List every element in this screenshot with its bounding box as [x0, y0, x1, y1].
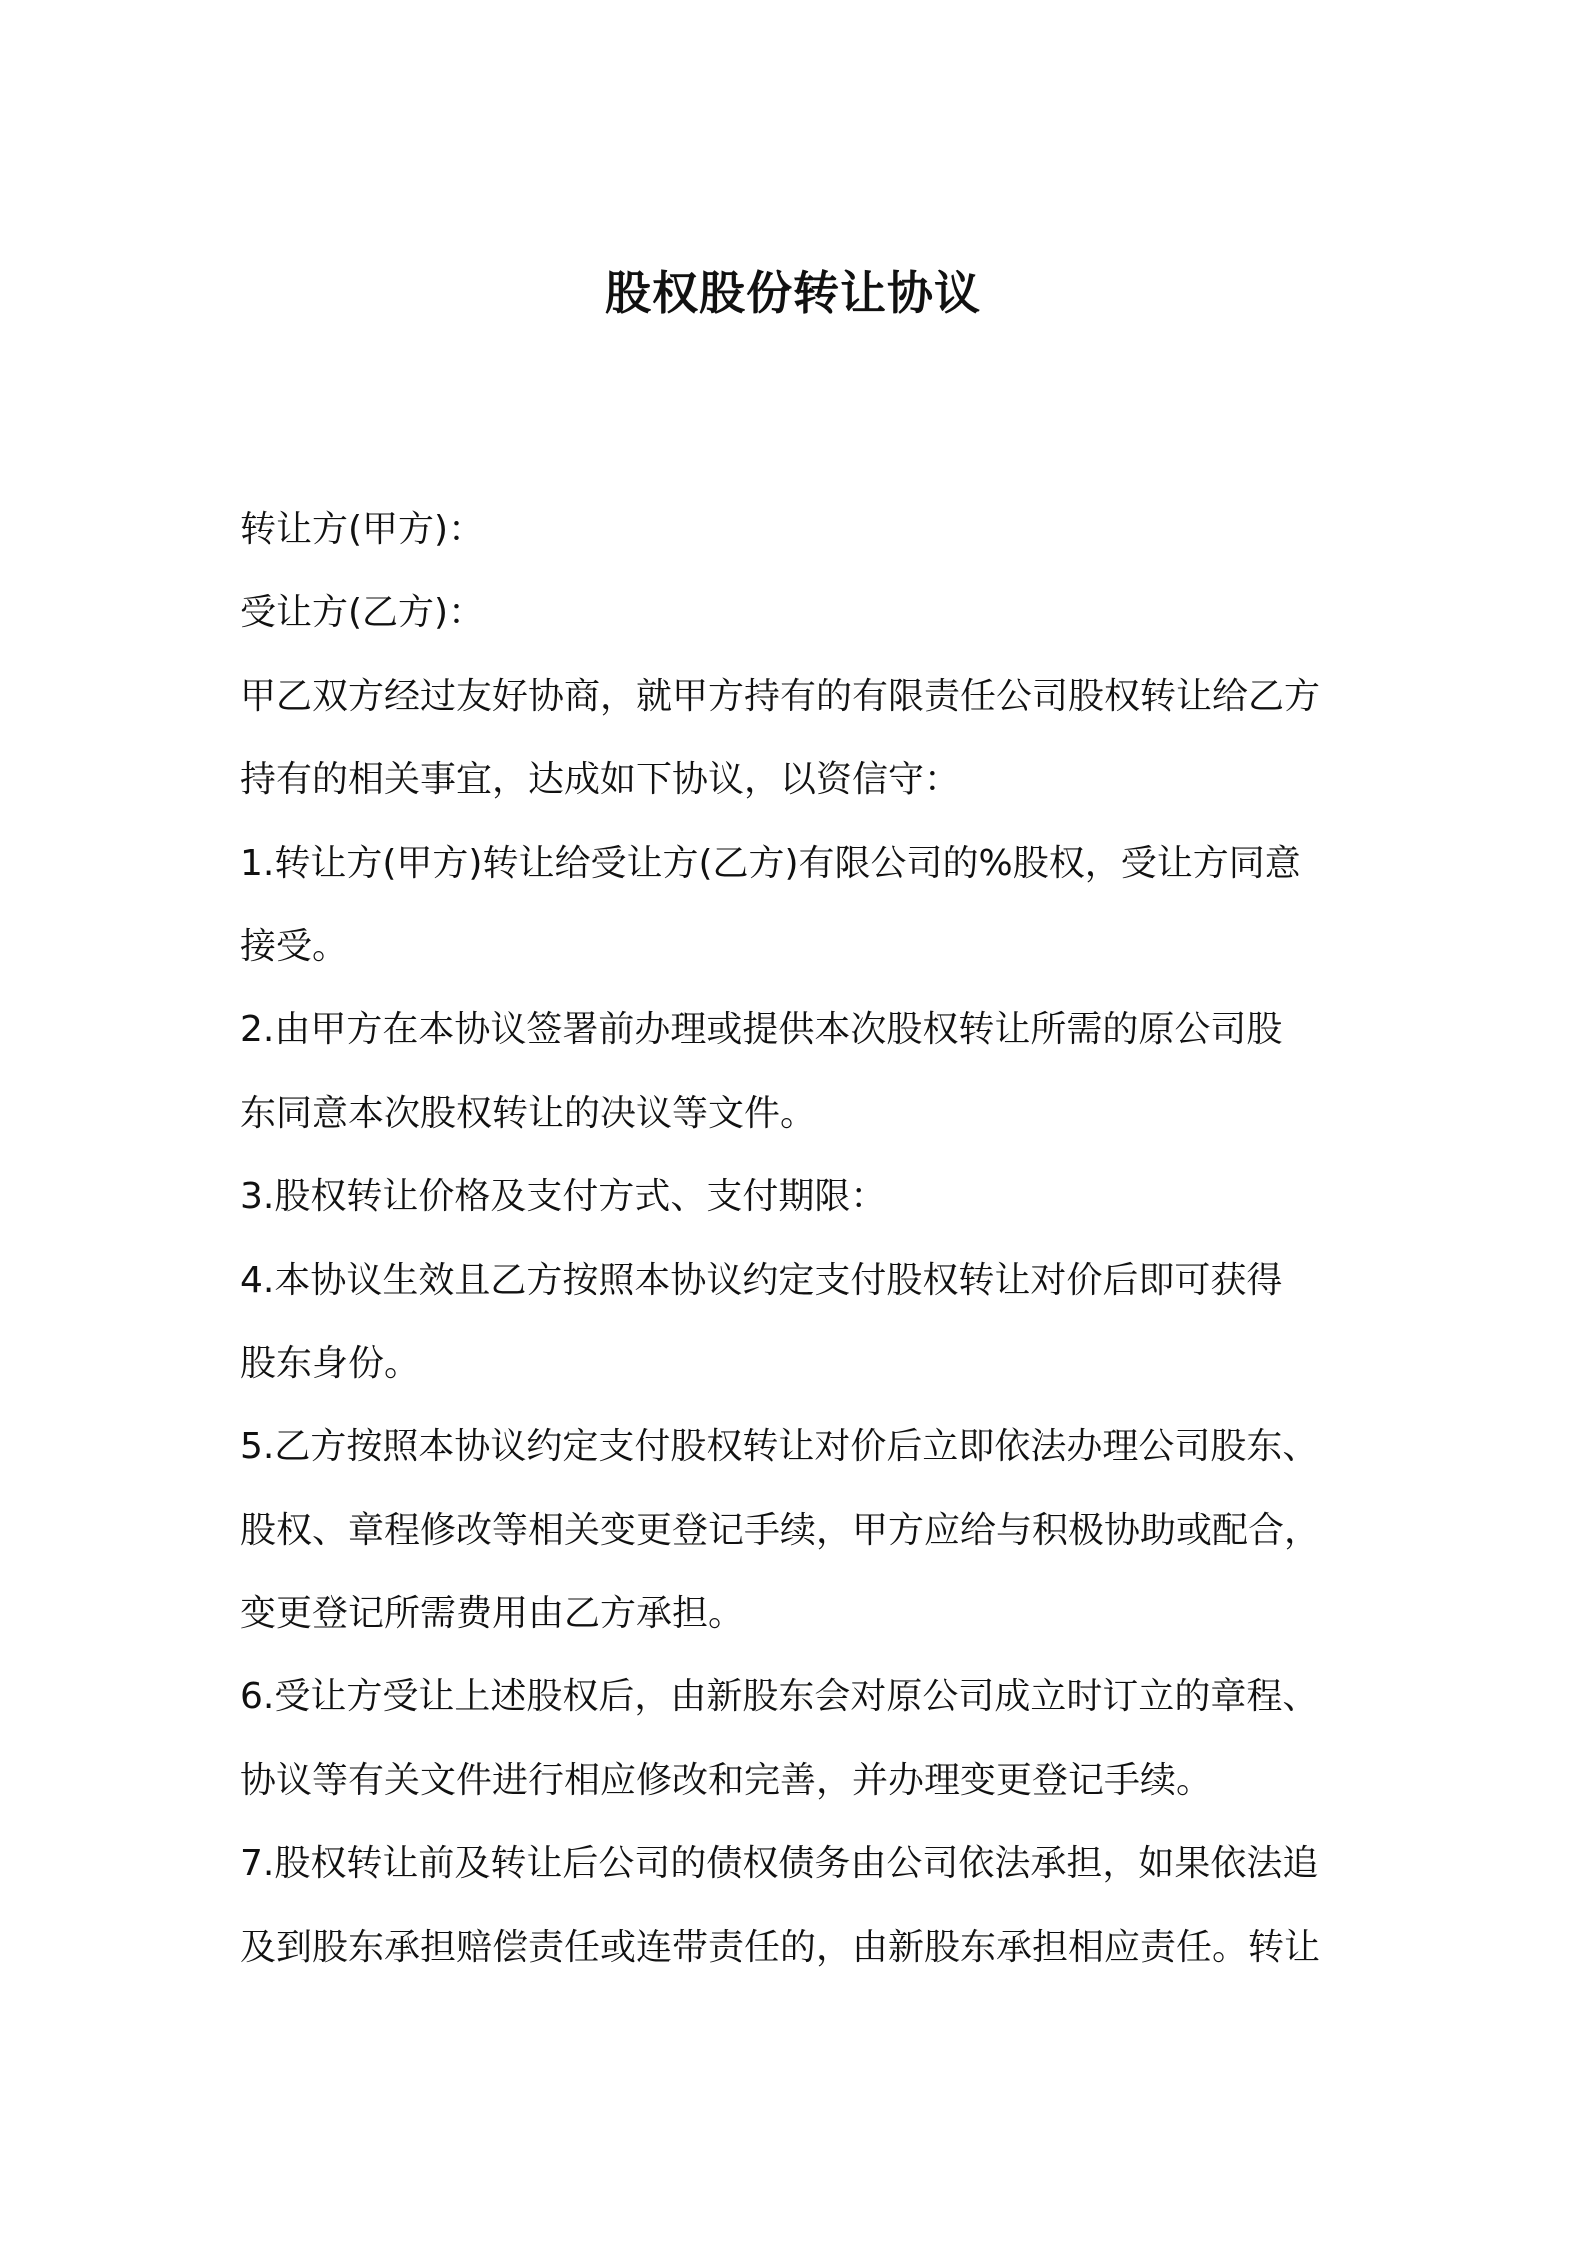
text-line: 股东身份。 — [240, 1342, 421, 1384]
text-line: 2.由甲方在本协议签署前办理或提供本次股权转让所需的原公司股 — [240, 1009, 1283, 1051]
text-line: 受让方(乙方)： — [240, 592, 485, 634]
text-line: 5.乙方按照本协议约定支付股权转让对价后立即依法办理公司股东、 — [240, 1426, 1319, 1468]
text-line: 东同意本次股权转让的决议等文件。 — [240, 1092, 817, 1134]
text-line: 变更登记所需费用由乙方承担。 — [240, 1593, 745, 1635]
text-line: 1.转让方(甲方)转让给受让方(乙方)有限公司的%股权，受让方同意 — [240, 842, 1301, 884]
text-line: 协议等有关文件进行相应修改和完善，并办理变更登记手续。 — [240, 1759, 1213, 1801]
text-line: 持有的相关事宜，达成如下协议，以资信守： — [240, 759, 961, 801]
text-line: 6.受让方受让上述股权后，由新股东会对原公司成立时订立的章程、 — [240, 1676, 1319, 1718]
text-line: 7.股权转让前及转让后公司的债权债务由公司依法承担，如果依法追 — [240, 1843, 1319, 1885]
text-line: 接受。 — [240, 925, 349, 967]
text-line: 3.股权转让价格及支付方式、支付期限： — [240, 1176, 887, 1218]
text-line: 及到股东承担赔偿责任或连带责任的，由新股东承担相应责任。转让 — [240, 1926, 1321, 1968]
text-line: 转让方(甲方)： — [240, 509, 485, 550]
text-line: 4.本协议生效且乙方按照本协议约定支付股权转让对价后即可获得 — [240, 1259, 1283, 1301]
text-line: 股权、章程修改等相关变更登记手续，甲方应给与积极协助或配合， — [240, 1509, 1321, 1551]
text-line: 甲乙双方经过友好协商，就甲方持有的有限责任公司股权转让给乙方 — [240, 675, 1321, 717]
document-body — [240, 488, 1350, 1989]
document-title: 股权股份转让协议 — [605, 266, 981, 320]
